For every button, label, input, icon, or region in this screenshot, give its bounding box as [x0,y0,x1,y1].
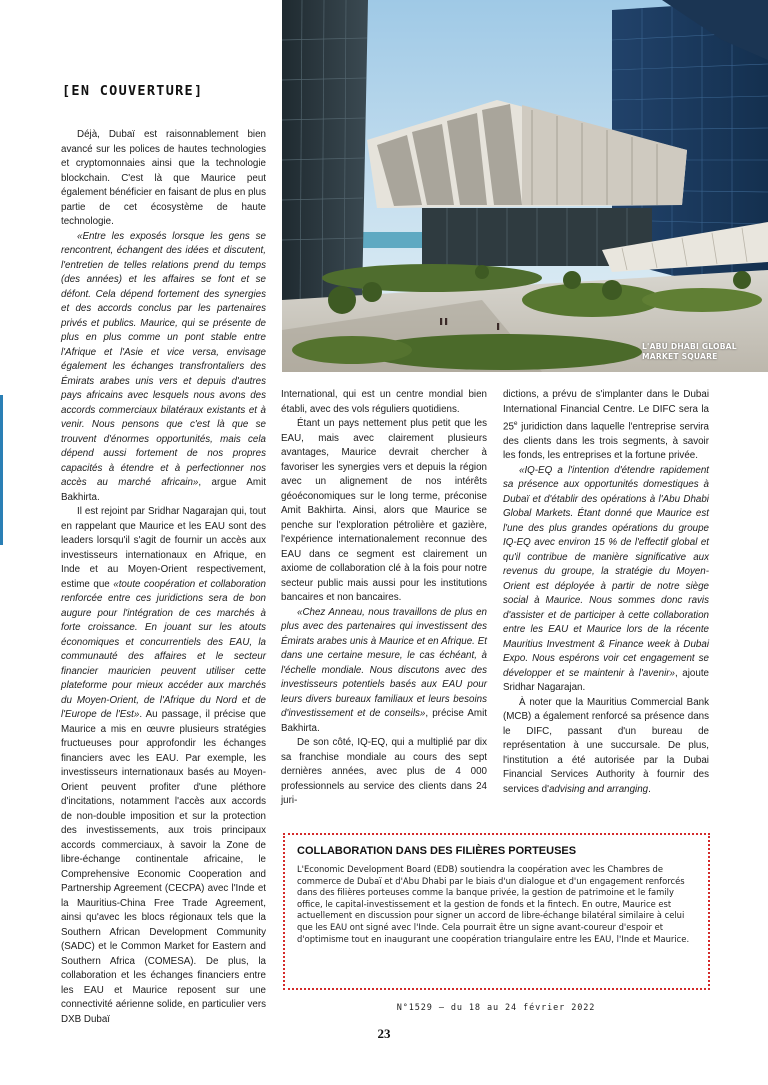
paragraph-quote [61,230,266,506]
paragraph-quote [281,606,487,737]
photo-caption-line1: L'ABU DHABI GLOBAL [642,342,737,351]
attribution: , précise Amit Bakhirta. [281,708,487,734]
article-column-1 [61,128,266,1027]
paragraph-continued: dictions, a prévu de s'implanter dans le Dubai International Financial Centre. Le DIFC sera la 25e juridiction dans laquelle l'entreprise servira des clients dans les trois segments, à savoir les fonds, les entreprises et la fortune privée. [503,389,709,462]
quote-text: «IQ-EQ a l'intention d'étendre rapidement sa présence aux opportunités domestiques à Dubaï et d'établir des opérations à l'Abu Dhabi Global Markets. Étant donné que Maurice est l'une des plus grandes opérations du groupe IQ-EQ avec environ 15 % de l'effectif global et qu'il contribue de manière significative aux revenus du groupe, la stratégie du Moyen-Orient est déployée à partir de notre siège social à Maurice. Nous sommes donc ravis d'assister et de participer à cette collaboration entre les EAU et Maurice lors de la récente Mauritius Investment & Finance week à Dubai Expo. Nous espérons voir cet engagement se développer et se maintenir à l'avenir» [503,464,709,679]
sidebar-box-body: L'Economic Development Board (EDB) soutiendra la coopération avec les Chambres de commerce de Dubaï et d'Abu Dhabi par le biais d'un dialogue et d'un engagement renforcés dans des filières porteuses comme la banque privée, la gestion de patrimoine et le family office, le capital-investissement et la gestion de fonds et la fintech. En outre, Maurice est actuellement en discussion pour signer un accord de libre-échange bilatéral similaire à celui que les EAU ont signé avec l'Inde. Cela pourrait être un signe avant-coureur d'espoir et d'optimisme tout en inaugurant une coopération triangulaire entre les EAU, l'Inde et Maurice. [297,864,690,944]
attribution: , ajoute Sridhar Nagarajan. [503,667,709,694]
paragraph: Déjà, Dubaï est raisonnablement bien avancé sur les polices de hautes technologies et cryptomonnaies ainsi que la technologie blockchain. C'est là que Maurice peut également bénéficier en faisant de plus en plus partie de cet écosystème de haute technologie. [61,129,266,227]
cover-photo [282,0,768,372]
quote-text: «Chez Anneau, nous travaillons de plus en plus avec des partenaires qui investissent des Émirats arabes unis à Maurice et en Afrique. Et dans une certaine mesure, le cas échéant, à l'échelle mondiale. Nous discutons avec des investisseurs potentiels basés aux EAU pour leurs divers bureaux familiaux et leurs besoins d'investissement et de conseils» [281,606,487,719]
article-column-2 [281,388,487,809]
quote-text: Cela dépend fortement des synergies et des accords conclus par les partenaires privés et publics. Maurice, qui se présente de plus en plus comme un pont stable entre l'Afrique et l'Asie et vice versa, envisage également les échanges transfrontaliers des Émirats arabes unis vers et depuis d'autres pays africains avec lesquels nous avons des accords commerciaux bilatéraux existants et à venir. Nous pensons que c'est là que se trouvent d'énormes opportunités, mais cela dépend aussi fortement de nos propres capacités à étendre et à perfectionner nos accès au marché africain» [61,288,266,488]
section-tag: [EN COUVERTURE] [62,83,204,99]
paragraph-continued: International, qui est un centre mondial bien établi, avec des vols réguliers quotidiens. [281,389,487,415]
quote-text: «toute coopération et collaboration renforcée entre ces juridictions sera de bon augure pour l'intégration de ces marchés à forte croissance. En jouant sur les atouts économiques et concurrentiels des EAU, la communauté des affaires et le secteur financier mauricien peuvent utiliser cette plateforme pour mieux accéder aux marchés du Moyen-Orient, de l'Afrique du Nord et de l'Europe de l'Est» [61,578,267,720]
article-column-3 [503,388,709,797]
abu-dhabi-global-market-photo [282,0,768,372]
sidebar-box-title: COLLABORATION DANS DES FILIÈRES PORTEUSES [297,845,577,857]
paragraph: Il est rejoint par Sridhar Nagarajan qui, tout en rappelant que Maurice et les EAU sont des leaders lorsqu'il s'agit de fournir un accès aux investisseurs internationaux en Afrique, en Inde et au Moyen-Orient respectivement, estime que «toute coopération et collaboration renforcée entre ces juridictions sera de bon augure pour l'intégration de ces marchés à forte croissance. En jouant sur les atouts économiques et concurrentiels des EAU, la communauté des affaires et le secteur financier mauricien peuvent utiliser cette plateforme pour mieux accéder aux marchés du Moyen-Orient, de l'Afrique du Nord et de l'Europe de l'Est». Au passage, il précise que Maurice a mis en œuvre plusieurs stratégies fructueuses pour approfondir les échanges financiers avec les EAU. Par exemple, les investisseurs internationaux basés au Moyen-Orient peuvent profiter d'une pléthore d'incitations, notamment l'accès aux accords de non-double imposition et sur la protection des investissements, aux trois principaux accords commerciaux, à savoir la Zone de libre-échange continentale africaine, le Comprehensive Economic Cooperation and Partnership Agreement (CECPA) avec l'Inde et la Mauritius-China Free Trade Agreement, ainsi qu'avec les blocs régionaux tels que la Southern African Development Community (SADC) et le Common Market for Eastern and Southern Africa (COMESA). De plus, la collaboration et les échanges financiers entre les EAU et Maurice reposent sur une connectivité aérienne solide, en particulier vers DXB Dubaï [61,506,267,1025]
issue-line: N°1529 – du 18 au 24 février 2022 [396,1003,596,1013]
paragraph: À noter que la Mauritius Commercial Bank (MCB) a également renforcé sa présence dans le DIFC, passant d'un bureau de représentation à une succursale. De plus, l'institution a été autorisée par la Dubai Financial Services Authority à fournir des services d'advising and arranging. [503,696,709,795]
photo-caption [642,342,758,362]
quote-text: «Entre les exposés lorsque les gens se rencontrent, échangent des idées et discutent, l'entretien de telles relations prend du temps (des années) et les affaires se font et se défont. [61,230,266,300]
paragraph-quote [503,464,709,696]
page-edge-strip [0,395,3,545]
paragraph: Étant un pays nettement plus petit que les EAU, mais avec clairement plusieurs avantages, Maurice devrait chercher à favoriser les synergies vers et depuis la région avec un alignement de nos intérêts géoéconomiques sur le long terme, préconise Amit Bakhirta. Ainsi, alors que Maurice se penche sur l'exploration pétrolière et gazière, l'expérience internationalement reconnue des EAU dans ce segment est clairement un axiome de collaboration clé à la fois pour notre secteur public mais aussi pour les institutions bancaires et non bancaires. [281,418,487,603]
page-number: 23 [377,1026,391,1041]
sidebar-box [283,833,710,990]
attribution: , argue Amit Bakhirta. [61,477,266,503]
photo-caption-line2: MARKET SQUARE [642,352,718,361]
paragraph: De son côté, IQ-EQ, qui a multiplié par dix sa franchise mondiale au cours des sept dernières années, avec plus de 4 000 professionnels au service des clients dans 24 juri- [281,737,487,806]
